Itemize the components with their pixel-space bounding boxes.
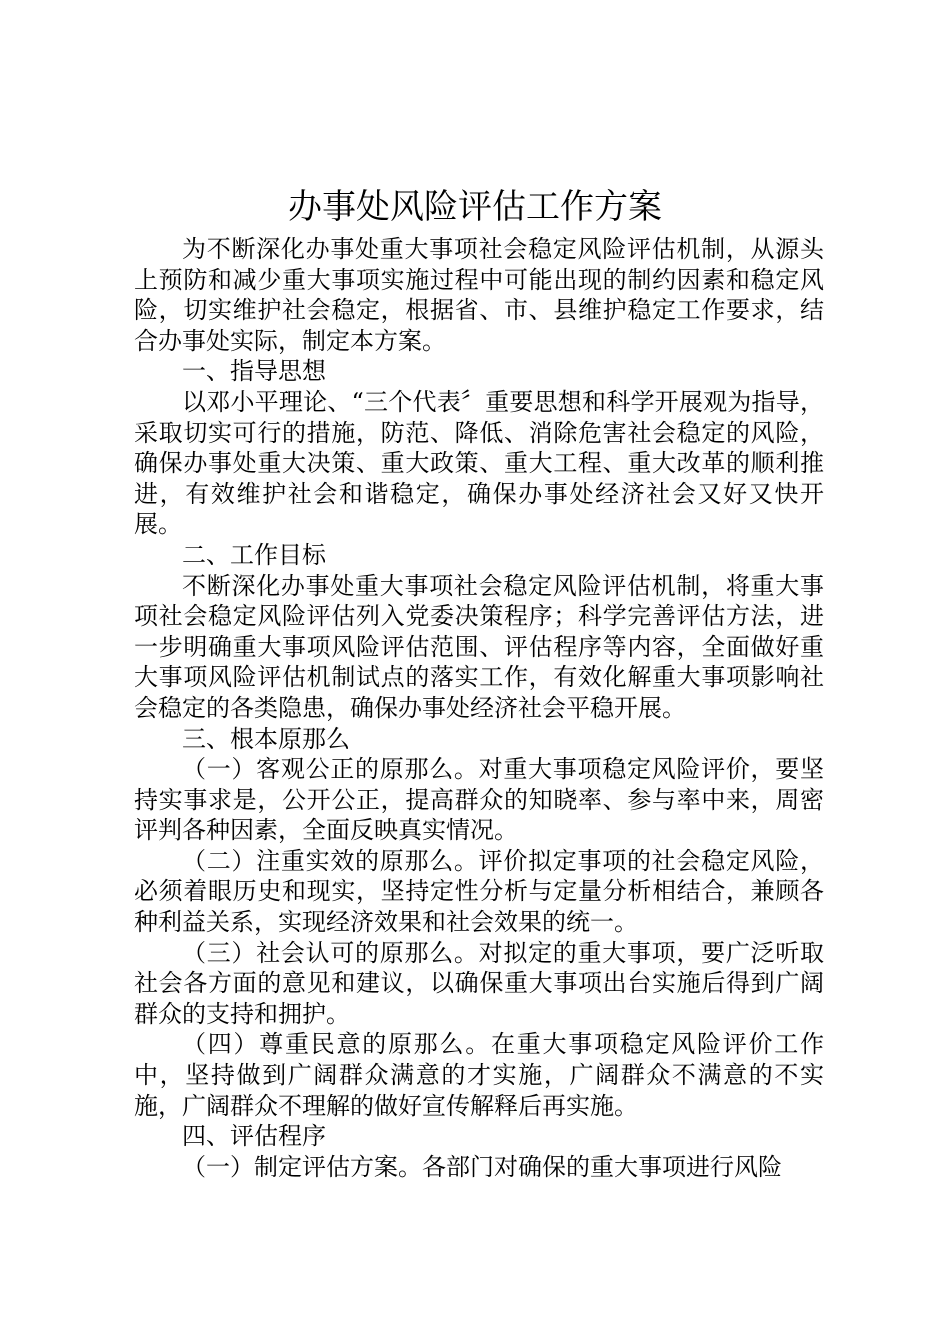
document-title: 办事处风险评估工作方案 [288,187,662,227]
section-heading-basic-principles: 三、根本原那么 [182,724,350,753]
section-paragraph-guiding-ideology: 以邓小平理论、“三个代表〞重要思想和科学开展观为指导，采取切实可行的措施，防范、降低、消除危害社会稳定的风险，确保办事处重大决策、重大政策、重大工程、重大改革的顺利推进，有效维护社会和谐稳定，确保办事处经济社会又好又快开展。 [134,387,824,539]
section-heading-work-goals: 二、工作目标 [182,540,326,569]
procedure-item: （一）制定评估方案。各部门对确保的重大事项进行风险 [182,1152,782,1181]
principle-item: （四）尊重民意的原那么。在重大事项稳定风险评价工作中，坚持做到广阔群众满意的才实施，广阔群众不满意的不实施，广阔群众不理解的做好宣传解释后再实施。 [134,1030,824,1120]
principle-item: （一）客观公正的原那么。对重大事项稳定风险评价，要坚持实事求是，公开公正，提高群众的知晓率、参与率中来，周密评判各种因素，全面反映真实情况。 [134,755,824,845]
intro-paragraph: 为不断深化办事处重大事项社会稳定风险评估机制，从源头上预防和减少重大事项实施过程中可能出现的制约因素和稳定风险，切实维护社会稳定，根据省、市、县维护稳定工作要求，结合办事处实际，制定本方案。 [134,235,824,355]
section-paragraph-work-goals: 不断深化办事处重大事项社会稳定风险评估机制，将重大事项社会稳定风险评估列入党委决策程序；科学完善评估方法，进一步明确重大事项风险评估范围、评估程序等内容，全面做好重大事项风险评估机制试点的落实工作，有效化解重大事项影响社会稳定的各类隐患，确保办事处经济社会平稳开展。 [134,571,824,722]
principle-item: （三）社会认可的原那么。对拟定的重大事项，要广泛听取社会各方面的意见和建议，以确保重大事项出台实施后得到广阔群众的支持和拥护。 [134,938,824,1028]
principle-item: （二）注重实效的原那么。评价拟定事项的社会稳定风险，必须着眼历史和现实，坚持定性分析与定量分析相结合，兼顾各种利益关系，实现经济效果和社会效果的统一。 [134,846,824,937]
document-body [134,234,824,1182]
section-heading-assessment-procedure: 四、评估程序 [182,1122,326,1151]
section-heading-guiding-ideology: 一、指导思想 [182,357,326,386]
